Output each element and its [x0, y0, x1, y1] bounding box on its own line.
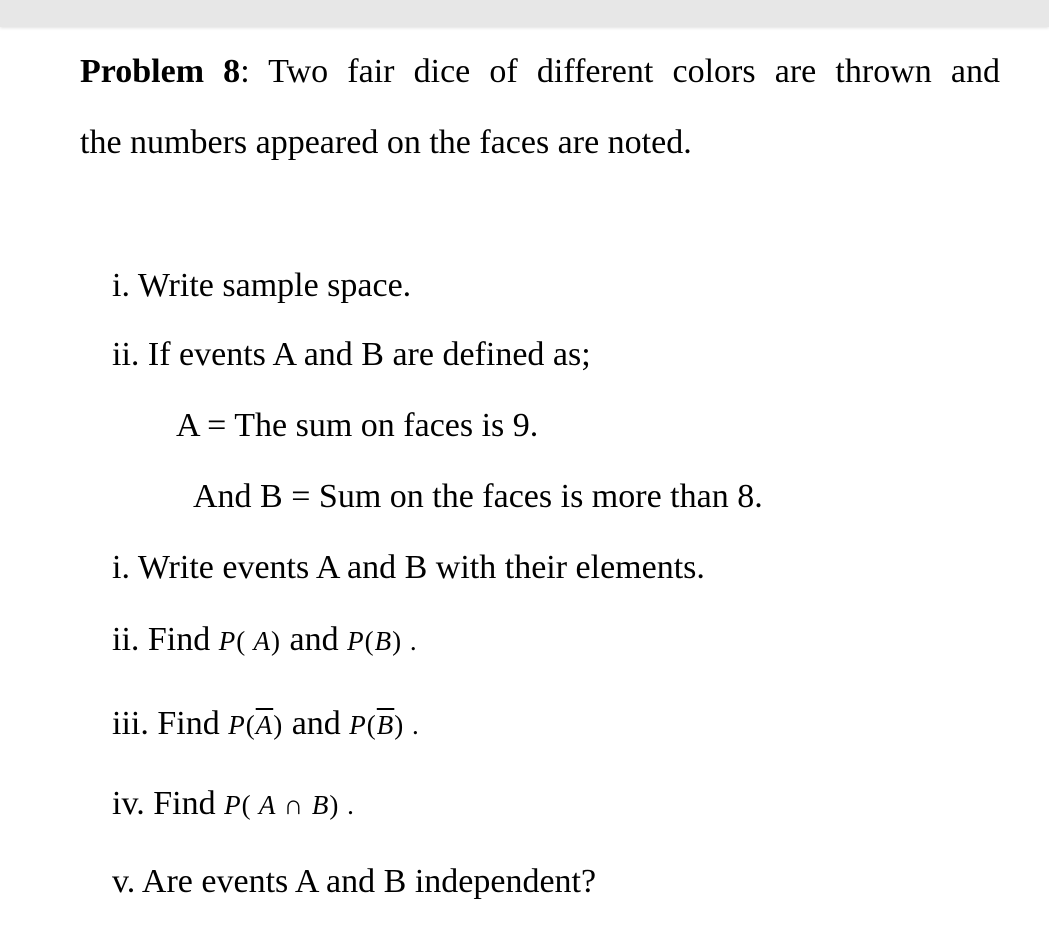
- item-ii-events-definition: ii. If events A and B are defined as;: [112, 336, 591, 373]
- math-p-of-b-complement: $P(\overline{B})$ .: [349, 710, 420, 740]
- problem-intro-1: : Two fair dice of different colors are thrown and: [240, 53, 1000, 90]
- problem-statement-line-2: the numbers appeared on the faces are noted.: [80, 124, 692, 161]
- item-iv-find-intersection: [112, 784, 355, 825]
- problem-statement-line-1: [80, 52, 1000, 92]
- math-p-of-a-complement: $P(\overline{A})$: [228, 710, 284, 740]
- item-i-sample-space: i. Write sample space.: [112, 267, 412, 304]
- math-p-of-b: P(B) .: [347, 626, 418, 656]
- and-word: and: [291, 705, 341, 742]
- item-i-write-events: i. Write events A and B with their elements.: [112, 549, 705, 586]
- item-ii-find-probabilities: [112, 620, 418, 661]
- item-iv-prefix: iv. Find: [112, 785, 216, 822]
- item-v-independence: v. Are events A and B independent?: [112, 863, 597, 900]
- top-bar: [0, 0, 1049, 27]
- item-ii-prefix: ii. Find: [112, 621, 211, 658]
- item-iii-prefix: iii. Find: [112, 705, 220, 742]
- item-iii-find-complements: [112, 704, 420, 745]
- event-b-definition: And B = Sum on the faces is more than 8.: [193, 478, 763, 515]
- math-p-of-a-intersect-b: P( A ∩ B) .: [224, 790, 355, 820]
- event-a-definition: A = The sum on faces is 9.: [176, 407, 539, 444]
- and-word: and: [289, 621, 339, 658]
- problem-label: Problem 8: [80, 53, 241, 90]
- math-p-of-a: P( A): [218, 626, 282, 656]
